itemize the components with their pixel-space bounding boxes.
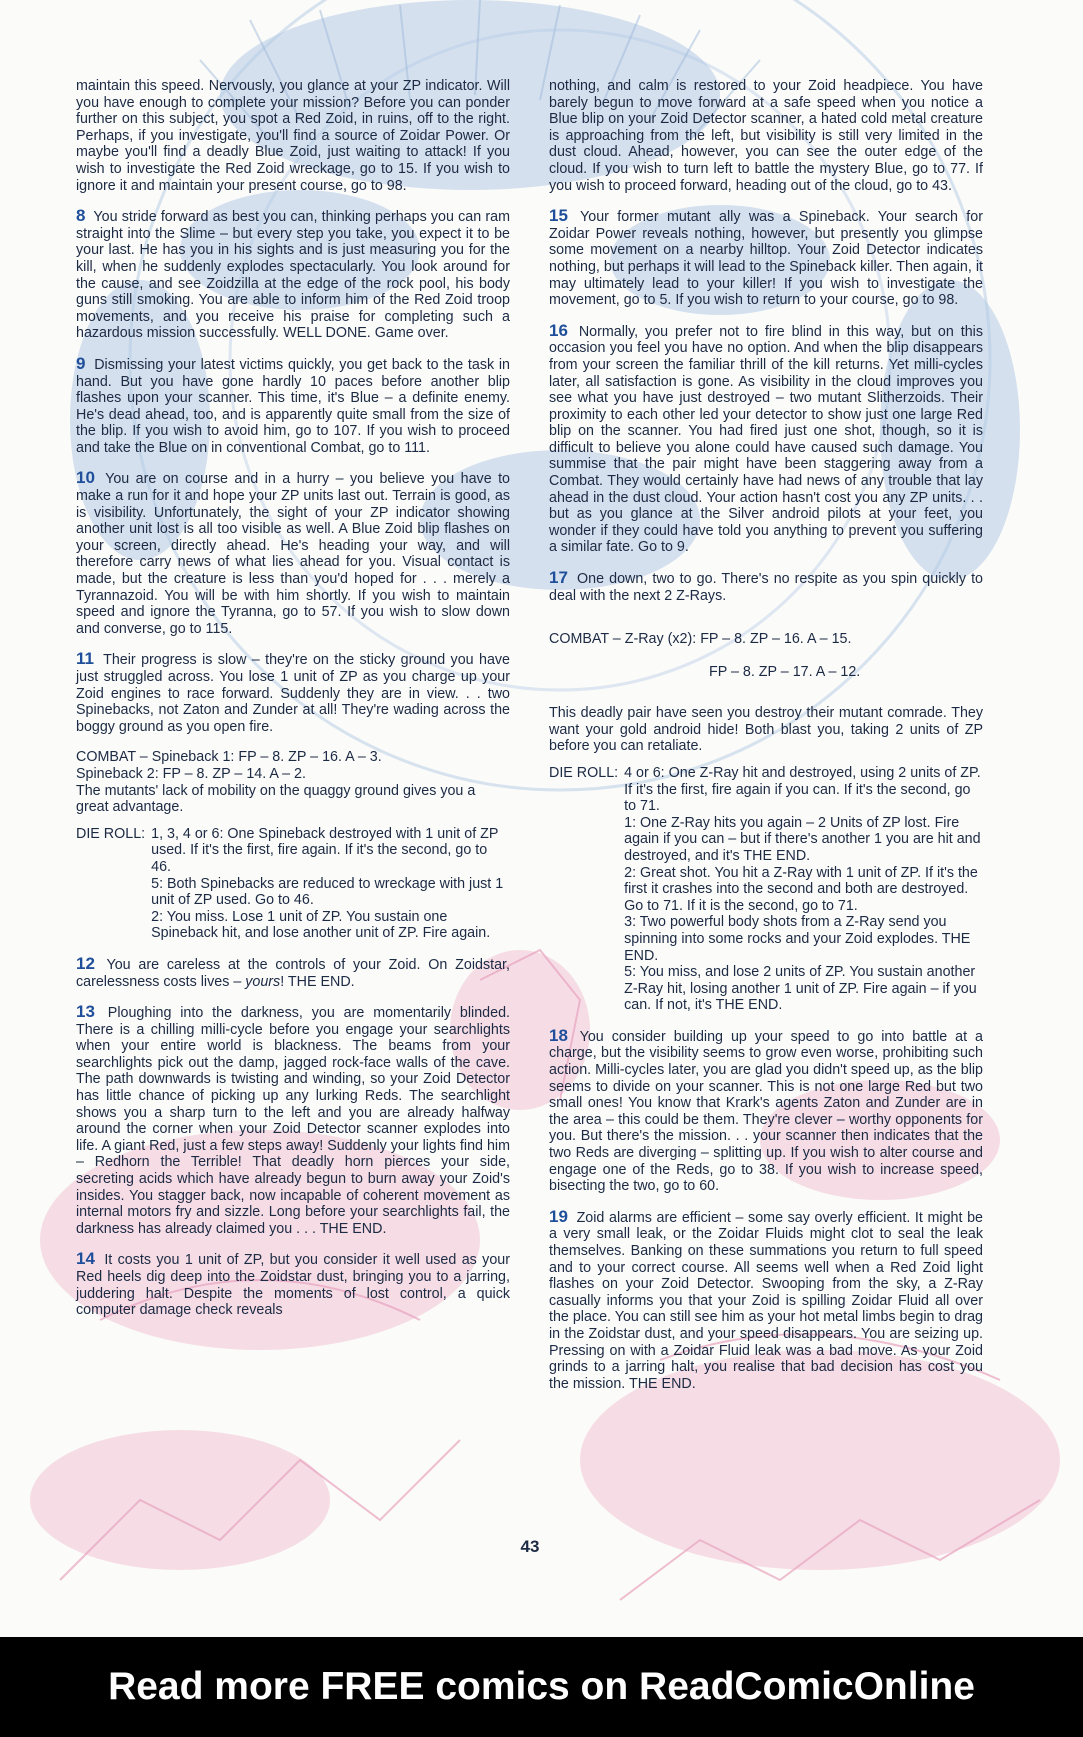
combat-line-1: COMBAT – Z-Ray (x2): FP – 8. ZP – 16. A – 15. xyxy=(549,630,852,647)
continued-paragraph: nothing, and calm is restored to your Zoid headpiece. You have barely begun to move forward at a safe speed when you notice a Blue blip on your Zoid Detector scanner, a hated cold metal creature is approaching from the left, but visibility is still very limited in the dust cloud. Ahead, however, you can see the outer edge of the cloud. If you wish to turn left to battle the mystery Blue, go to 77. If you wish to proceed forward, heading out of the cloud, go to 43. xyxy=(549,78,983,194)
section-number: 14 xyxy=(76,1249,95,1269)
section-text: You are on course and in a hurry – you believe you have to make a run for it and hope your ZP units last out. Terrain is good, as is visibility. Unfortunately, the sight of your ZP indicator showing another unit lost is all too visible as well. A Blue Zoid blip flashes on your screen, directly ahead. He's heading your way, and will therefore carry news of what lies ahead for you. Visual contact is made, but the creature is less than you'd hoped for . . . merely a Tyrannazoid. You will be with him shortly. If you wish to maintain speed and ignore the Tyranna, go to 57. If you wish to slow down and converse, go to 115. xyxy=(76,471,511,637)
section-10 xyxy=(76,470,510,637)
section-text: Normally, you prefer not to fire blind in this way, but on this occasion you feel you have no option. And when the blip disappears from your screen the familiar thrill of the kill returns. Yet milli-cycles later, all satisfaction is gone. As visibility in the cloud improves you see what you have just destroyed – two mutant Slitherzoids. Their proximity to each other led your detector to show just one large Red blip on the scanner. You had fired just one shot, though, so it is difficult to believe you alone could have caused such damage. You summise that the pair might have been staggering away from a Combat. They would certainly have had news of any trouble that lay ahead in the dust cloud. Your action hasn't cost you any ZP units. . . but as you glance at the Silver android pilots at your feet, you wonder if they could have told you anything to prevent you suffering a similar fate. Go to 9. xyxy=(549,323,983,556)
section-15 xyxy=(549,208,983,309)
section-13 xyxy=(76,1004,510,1237)
section-text: Dismissing your latest victims quickly, you get back to the task in hand. But you have gone hardly 10 paces before another blip flashes upon your scanner. This time, it's Blue – a definite enemy. He's dead ahead, too, and is apparently quite small from the size of the blip. If you wish to avoid him, go to 107. If you wish to proceed and take the Blue on in conventional Combat, go to 111. xyxy=(76,356,510,456)
section-number: 15 xyxy=(549,206,568,226)
section-text: You consider building up your speed to go into battle at a charge, but the visibility seems to grow even worse, prohibiting such action. Milli-cycles later, you are glad you didn't speed up, as the blip seems to divide on your scanner. This is not one large Red but two small ones! You know that Krark's agents Zaton and Zunder are in the area – this could be them. They're clever – worthy opponents for you. But there's the mission. . . your scanner then indicates that the two Reds are diverging – splitting up. If you wish to alter course and engage one of the Reds, go to 38. If you wish to increase speed, bisecting the two, go to 60. xyxy=(549,1028,983,1195)
section-text-end: ! THE END. xyxy=(280,973,355,990)
section-text: Ploughing into the darkness, you are momentarily blinded. There is a chilling milli-cycle before you engage your searchlights when your entire world is blackness. The beams from your searchlights pick out the damp, jagged rock-face walls of the cave. The path downwards is twisting and winding, so your Zoid Detector has little chance of picking up any lurking Reds. The searchlight shows you a sharp turn to the left and you are already halfway around the corner when your Zoid Detector scanner explodes into life. A giant Red, just a few steps away! Suddenly your lights find him – Redhorn the Terrible! That deadly horn pierces your side, secreting acids which have already begun to burn away your Zoid's insides. You stagger back, now incapable of coherent movement as internal motors fry and sizzle. Long before your searchlights fail, the darkness has already claimed you . . . THE END. xyxy=(76,1005,510,1237)
section-number: 10 xyxy=(76,468,95,488)
section-9 xyxy=(76,353,510,457)
section-12 xyxy=(76,953,510,990)
section-text: You stride forward as best you can, thinking perhaps you can ram straight into the Slime – but every step you take, you expect it to be your last. He has you in his sights and is just measuring you for the kill, when he suddenly explodes spectacularly. You look around for the cause, and see Zoidzilla at the edge of the rock pool, his body guns still smoking. You are able to inform him of the Red Zoid troop movements, and you receive his praise for completing such a hazardous mission successfully. WELL DONE. Game over. xyxy=(76,209,510,342)
continued-paragraph: maintain this speed. Nervously, you glance at your ZP indicator. Will you have enough to complete your mission? Before you can ponder further on this subject, you spot a Red Zoid, in ruins, off to the right. Perhaps, if you investigate, you'll find a source of Zoidar Power. Or maybe you'll find a deadly Blue Zoid, just waiting to attack! If you wish to investigate the Red Zoid wreckage, go to 15. If you wish to ignore it and maintain your present course, go to 98. xyxy=(76,78,510,194)
section-number: 9 xyxy=(76,353,86,373)
die-roll-table xyxy=(76,826,510,942)
section-11 xyxy=(76,651,510,735)
section-19 xyxy=(549,1206,983,1393)
section-text: One down, two to go. There's no respite as you spin quickly to deal with the next 2 Z-Rays. xyxy=(549,571,983,604)
section-14 xyxy=(76,1251,510,1318)
section-17 xyxy=(549,570,983,604)
section-8 xyxy=(76,208,510,342)
section-number: 16 xyxy=(549,320,568,340)
section-number: 13 xyxy=(76,1002,95,1022)
page-number: 43 xyxy=(520,1537,540,1556)
section-16 xyxy=(549,320,983,556)
section-text: It costs you 1 unit of ZP, but you consider it well used as your Red heels dig deep into the Zoidstar dust, bringing you to a jarring, juddering halt. Despite the moments of lost control, a quick computer damage check reveals xyxy=(76,1252,510,1319)
combat-stats xyxy=(549,614,983,697)
section-text: Their progress is slow – they're on the sticky ground you have just struggled across. You lose 1 unit of ZP as you charge up your Zoid engines to race forward. Suddenly they are in view. . . two Spinebacks, not Zaton and Zunder at all! They're wading across the boggy ground as you open fire. xyxy=(76,652,511,735)
combat-intro: This deadly pair have seen you destroy their mutant comrade. They want your gold android hide! Both blast you, taking 2 units of ZP before you can retaliate. xyxy=(549,705,983,755)
section-number: 17 xyxy=(549,568,568,588)
section-text: You are careless at the controls of your Zoid. On Zoidstar, carelessness costs lives – xyxy=(76,956,510,990)
die-roll-label: DIE ROLL: xyxy=(549,764,619,781)
section-number: 8 xyxy=(76,206,86,226)
die-roll-outcomes: 4 or 6: One Z-Ray hit and destroyed, using 2 units of ZP. If it's the first, fire again if you can. If it's the second, go to 71. 1: One Z-Ray hits you again – 2 Units of ZP lost. Fire again if you can – but if there's another 1 you are hit and destroyed, and it's THE END. 2: Great shot. You hit a Z-Ray with 1 unit of ZP. If it's the first it crashes into the second and both are destroyed. Go to 71. If it is the second, go to 71. 3: Two powerful body shots from a Z-Ray send you spinning into some rocks and your Zoid explodes. THE END. 5: You miss, and lose 2 units of ZP. You sustain another Z-Ray hit, losing another 1 unit of ZP. Fire again – if you can. If not, it's THE END. xyxy=(624,764,981,1014)
die-roll-label: DIE ROLL: xyxy=(76,825,146,842)
section-text: Your former mutant ally was a Spineback. Your search for Zoidar Power reveals nothing, however, but presently you glimpse some movement on a nearby hilltop. Your Zoid Detector indicates nothing, but perhaps it will lead to the Spineback killer. Then again, it may ultimately lead to your killer! If you wish to investigate the movement, go to 5. If you wish to return to your course, go to 98. xyxy=(549,209,983,309)
die-roll-outcomes: 1, 3, 4 or 6: One Spineback destroyed with 1 unit of ZP used. If it's the first, fire again. If it's the second, go to 46. 5: Both Spinebacks are reduced to wreckage with just 1 unit of ZP used. Go to 46. 2: You miss. Lose 1 unit of ZP. You sustain one Spineback hit, and lose another unit of ZP. Fire again. xyxy=(151,825,504,942)
left-column xyxy=(76,78,510,1333)
promo-banner[interactable]: Read more FREE comics on ReadComicOnline xyxy=(0,1637,1083,1737)
emphasis-text: yours xyxy=(245,973,281,990)
section-number: 11 xyxy=(76,649,94,669)
section-number: 12 xyxy=(76,953,95,973)
section-text: Zoid alarms are efficient – some say overly efficient. It might be a very small leak, or the Zoidar Fluids might clot to seal the leak themselves. Banking on these summations you return to full speed and to your correct course. All seems well when a Red Zoid light flashes on your Zoid Detector. Swooping from the sky, a Z-Ray casually informs you that your Zoid is spilling Zoidar Fluid all over the place. You can still see him as your hot metal limbs begin to drag in the Zoidstar dust, and your speed disappears. You are seizing up. Pressing on with a Zoidar Fluid leak was a bad move. As your Zoid grinds to a jarring halt, you realise that bad decision has cost you the mission. THE END. xyxy=(549,1209,983,1392)
combat-line-2: FP – 8. ZP – 17. A – 12. xyxy=(709,664,861,680)
section-number: 19 xyxy=(549,1206,568,1226)
combat-stats: COMBAT – Spineback 1: FP – 8. ZP – 16. A – 3. Spineback 2: FP – 8. ZP – 14. A – 2. The mutants' lack of mobility on the quaggy ground gives you a great advantage. xyxy=(76,749,476,816)
right-column xyxy=(549,78,983,1406)
die-roll-table xyxy=(549,765,983,1014)
section-18 xyxy=(549,1025,983,1195)
section-number: 18 xyxy=(549,1025,568,1045)
